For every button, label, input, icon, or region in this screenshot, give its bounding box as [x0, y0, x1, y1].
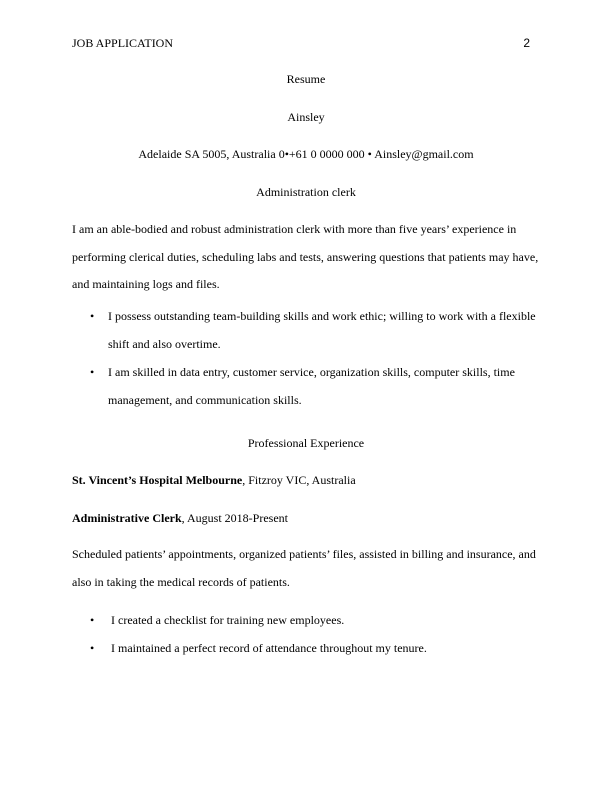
employer-location: , Fitzroy VIC, Australia [242, 473, 356, 487]
contact-line: Adelaide SA 5005, Australia 0•+61 0 0000 000 • Ainsley@gmail.com [138, 147, 474, 161]
achievement-line: I created a checklist for training new employees. [111, 613, 345, 627]
summary-line: I am an able-bodied and robust administration clerk with more than five years’ experience in [72, 222, 517, 236]
skill-line: shift and also overtime. [108, 337, 221, 351]
skill-line: I am skilled in data entry, customer service, organization skills, computer skills, time [108, 365, 515, 379]
experience-heading: Professional Experience [247, 436, 365, 450]
skill-line: management, and communication skills. [108, 393, 302, 407]
job-description-line: Scheduled patients’ appointments, organized patients’ files, assisted in billing and insurance, and [72, 547, 536, 561]
skill-line: I possess outstanding team-building skills and work ethic; willing to work with a flexible [108, 309, 536, 323]
page-number: 2 [523, 36, 530, 50]
bullet-icon: • [90, 641, 95, 655]
bullet-icon: • [90, 309, 95, 323]
summary-line: and maintaining logs and files. [72, 277, 220, 291]
summary-line: performing clerical duties, scheduling labs and tests, answering questions that patients may have, [72, 249, 539, 264]
job-description-line: also in taking the medical records of patients. [72, 574, 290, 589]
job-description [72, 541, 542, 596]
bullet-icon: • [90, 365, 95, 379]
summary-paragraph [72, 216, 542, 299]
job-line [72, 505, 542, 533]
bullet-icon: • [90, 613, 95, 627]
employer-name: St. Vincent’s Hospital Melbourne [72, 473, 243, 487]
job-dates: , August 2018-Present [181, 511, 288, 525]
employer-line [72, 467, 542, 495]
position-title: Administration clerk [256, 185, 356, 199]
running-head: JOB APPLICATION [72, 36, 174, 50]
achievement-line: I maintained a perfect record of attendance throughout my tenure. [111, 641, 427, 655]
resume-title: Resume [286, 72, 326, 86]
job-title: Administrative Clerk [72, 511, 182, 525]
applicant-name: Ainsley [287, 110, 325, 124]
